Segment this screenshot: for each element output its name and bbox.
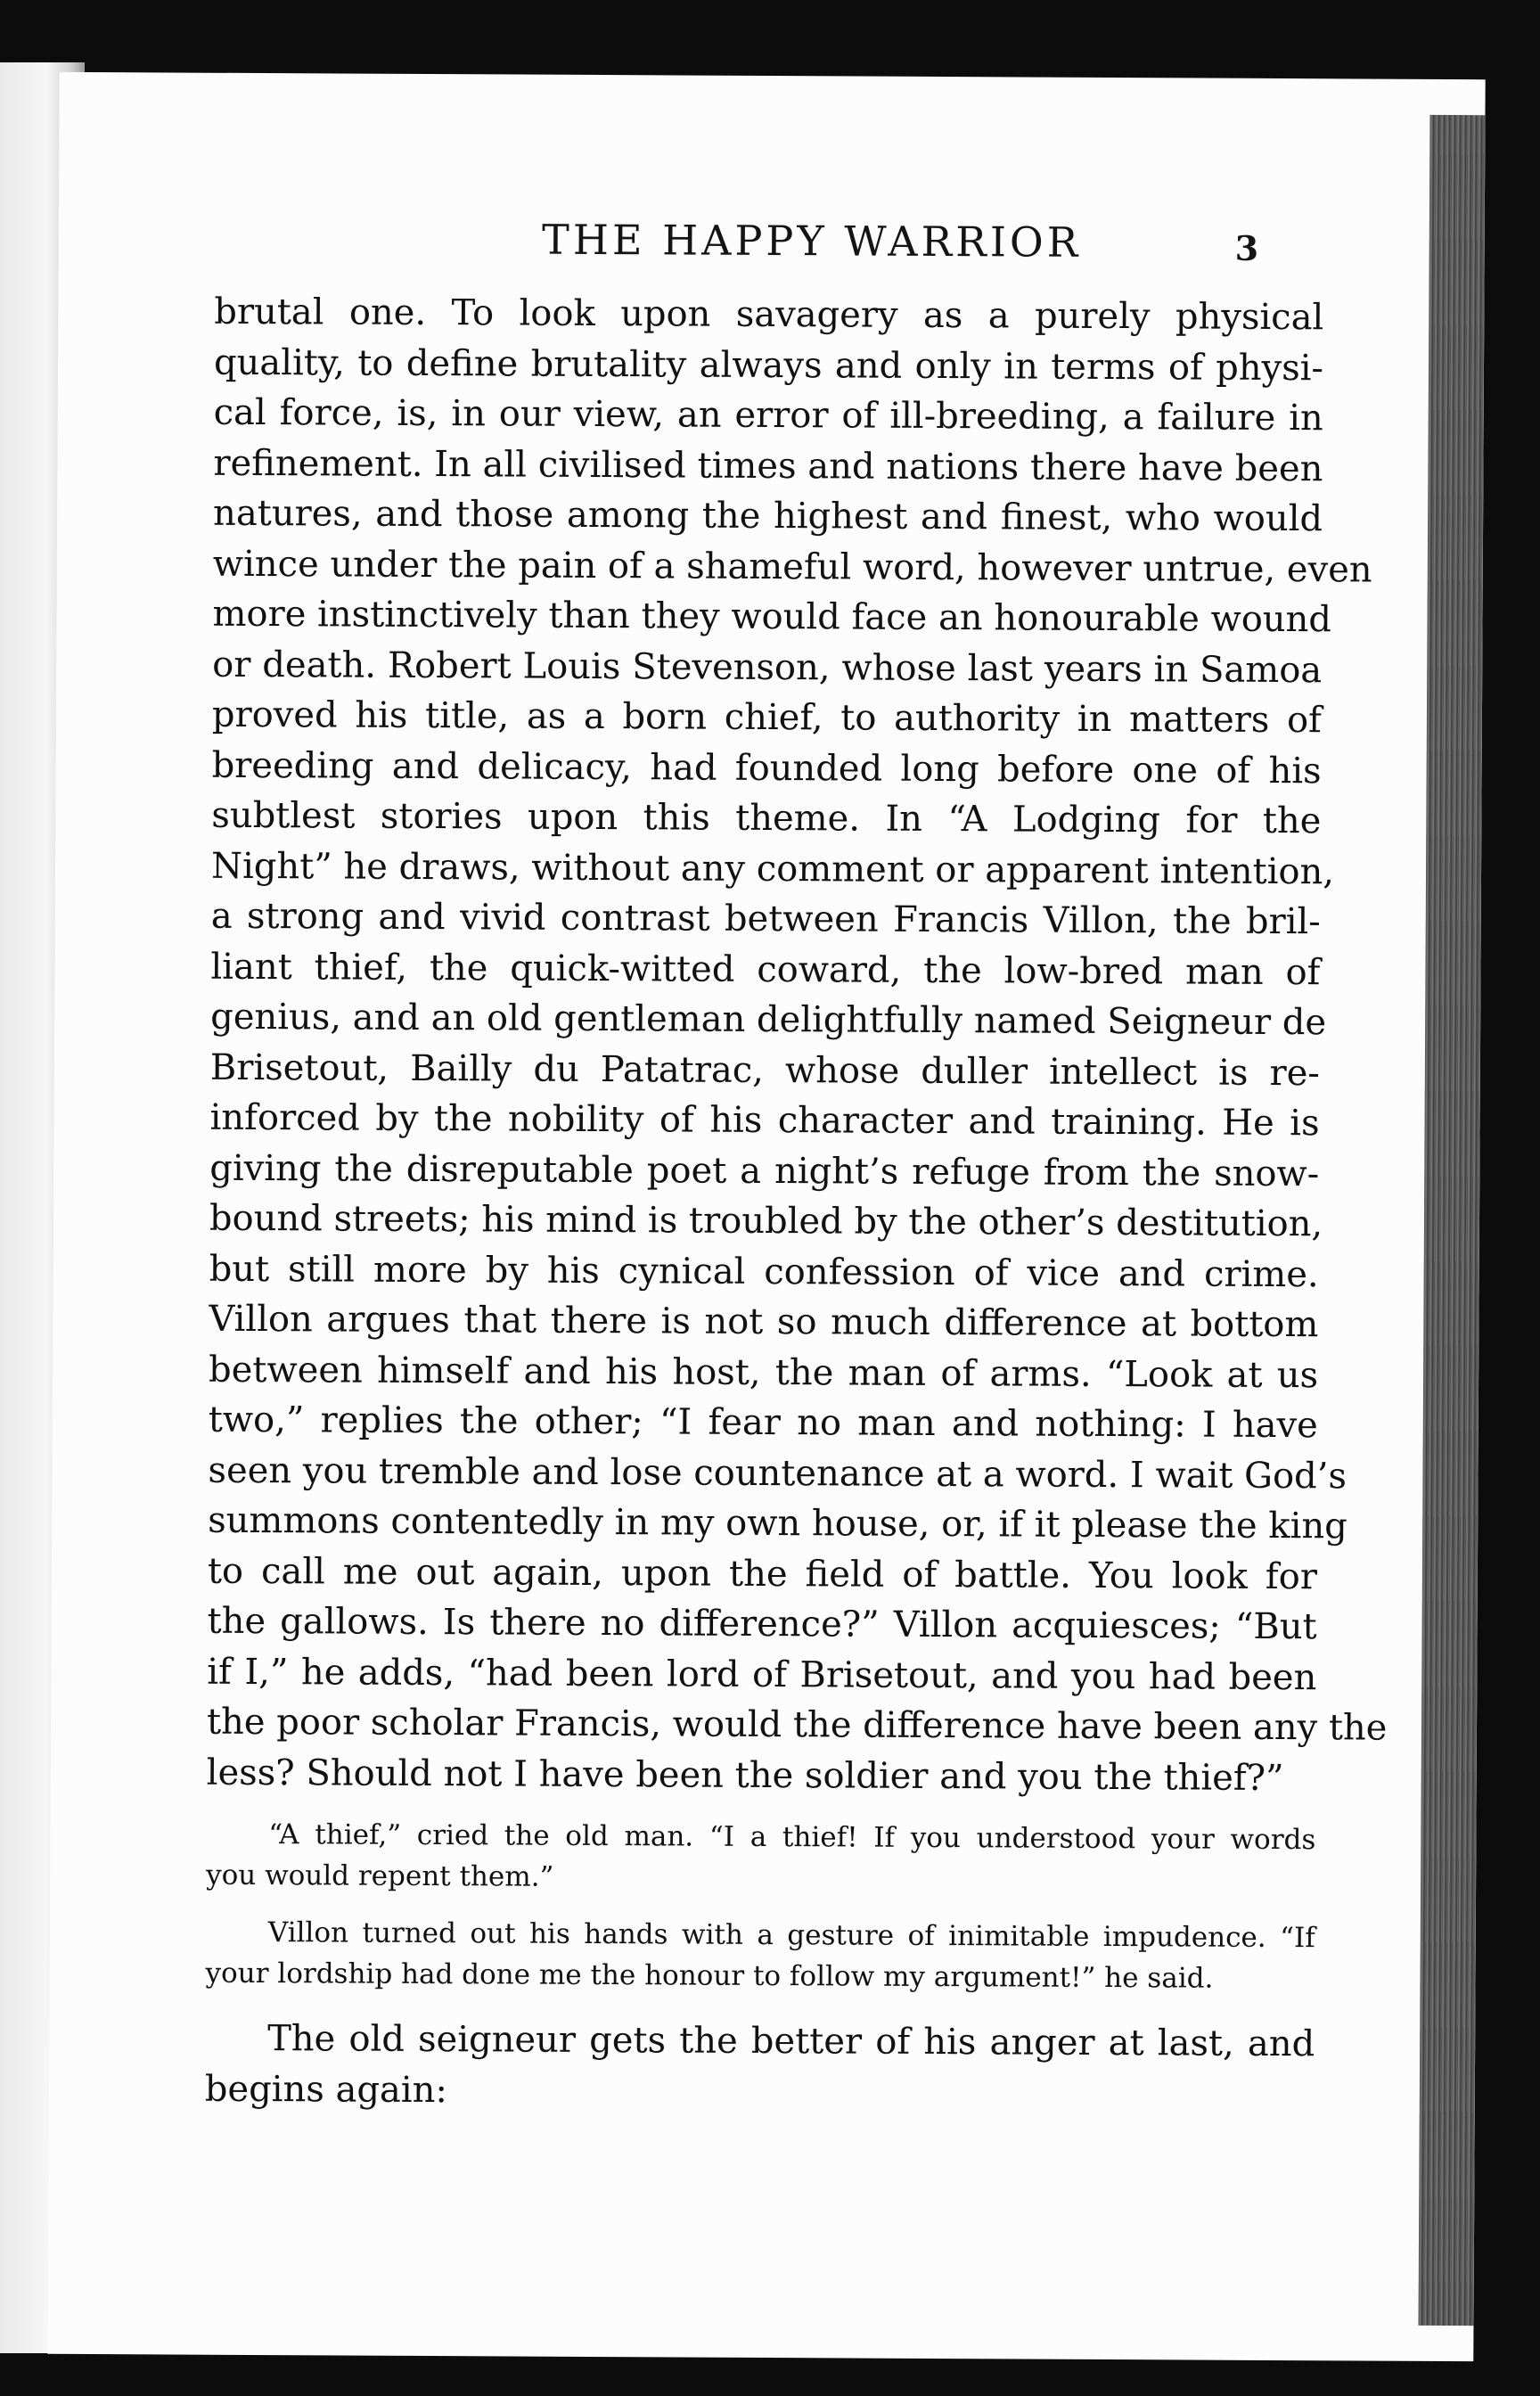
text-line: but still more by his cynical confession of vice and crime. [209,1248,1319,1295]
text-line: natures, and those among the highest and finest, who would [213,492,1323,540]
text-line: or death. Robert Louis Stevenson, whose last years in Samoa [212,644,1323,691]
text-line: wince under the pain of a shameful word, however untrue, even [212,543,1372,591]
text-line: more instinctively than they would face an honourable wound [212,593,1332,641]
text-line: if I,” he adds, “had been lord of Brisetout, and you had been [207,1651,1317,1698]
text-line: begins again: [204,2068,448,2111]
page-fore-edge [1418,115,1485,2326]
text-line: giving the disreputable poet a night’s refuge from the snow- [209,1147,1320,1194]
quote-line: Villon turned out his hands with a gesture of inimitable impudence. “If [267,1916,1315,1955]
text-line: two,” replies the other; “I fear no man and nothing: I have [208,1399,1318,1447]
quote-line: your lordship had done me the honour to follow my argument!” he said. [205,1957,1214,1995]
text-line: summons contentedly in my own house, or, if it please the king [208,1499,1348,1547]
text-line: subtlest stories upon this theme. In “A Lodging for the [211,794,1322,842]
text-line: quality, to define brutality always and only in terms of physi- [213,341,1324,389]
text-line: a strong and vivid contrast between Francis Villon, the bril- [210,895,1321,943]
text-line: bound streets; his mind is troubled by the other’s destitution, [209,1197,1323,1245]
text-line: breeding and delicacy, had founded long before one of his [211,744,1322,792]
text-line: liant thief, the quick-witted coward, the low-bred man of [210,946,1321,993]
text-line: seen you tremble and lose countenance at a word. I wait God’s [208,1449,1348,1497]
text-line: Night” he draws, without any comment or apparent intention, [210,845,1335,892]
text-line: Brisetout, Bailly du Patatrac, whose duller intellect is re- [209,1046,1320,1094]
text-line: between himself and his host, the man of arms. “Look at us [208,1349,1319,1396]
text-line: cal force, is, in our view, an error of ill-breeding, a failure in [213,391,1323,439]
text-line: less? Should not I have been the soldier and you the thief?” [206,1752,1284,1799]
quote-line: “A thief,” cried the old man. “I a thief! If you understood your words [268,1818,1316,1857]
block-quote [205,1814,1315,2000]
text-line: to call me out again, upon the field of battle. You look for [207,1550,1318,1597]
text-line: the poor scholar Francis, would the difference have been any the [206,1701,1388,1749]
running-head: THE HAPPY WARRIOR [541,215,1082,267]
page-number: 3 [1234,227,1259,268]
text-block [204,287,1388,2120]
text-line: refinement. In all civilised times and nations there have been [213,442,1323,489]
body-paragraph [206,287,1388,1803]
text-line: genius, and an old gentleman delightfully named Seigneur de [210,996,1327,1044]
text-line: the gallows. Is there no difference?” Villon acquiesces; “But [207,1600,1317,1648]
text-line: Villon argues that there is not so much difference at bottom [209,1298,1319,1346]
text-line: brutal one. To look upon savagery as a purely physical [214,291,1324,339]
closing-paragraph [205,2014,1315,2121]
text-line: inforced by the nobility of his character and training. He is [209,1096,1320,1145]
text-line: The old seigneur gets the better of his anger at last, and [267,2018,1315,2065]
text-line: proved his title, as a born chief, to authority in matters of [211,693,1323,742]
quote-line: you would repent them.” [206,1859,554,1893]
book-page [47,72,1485,2361]
